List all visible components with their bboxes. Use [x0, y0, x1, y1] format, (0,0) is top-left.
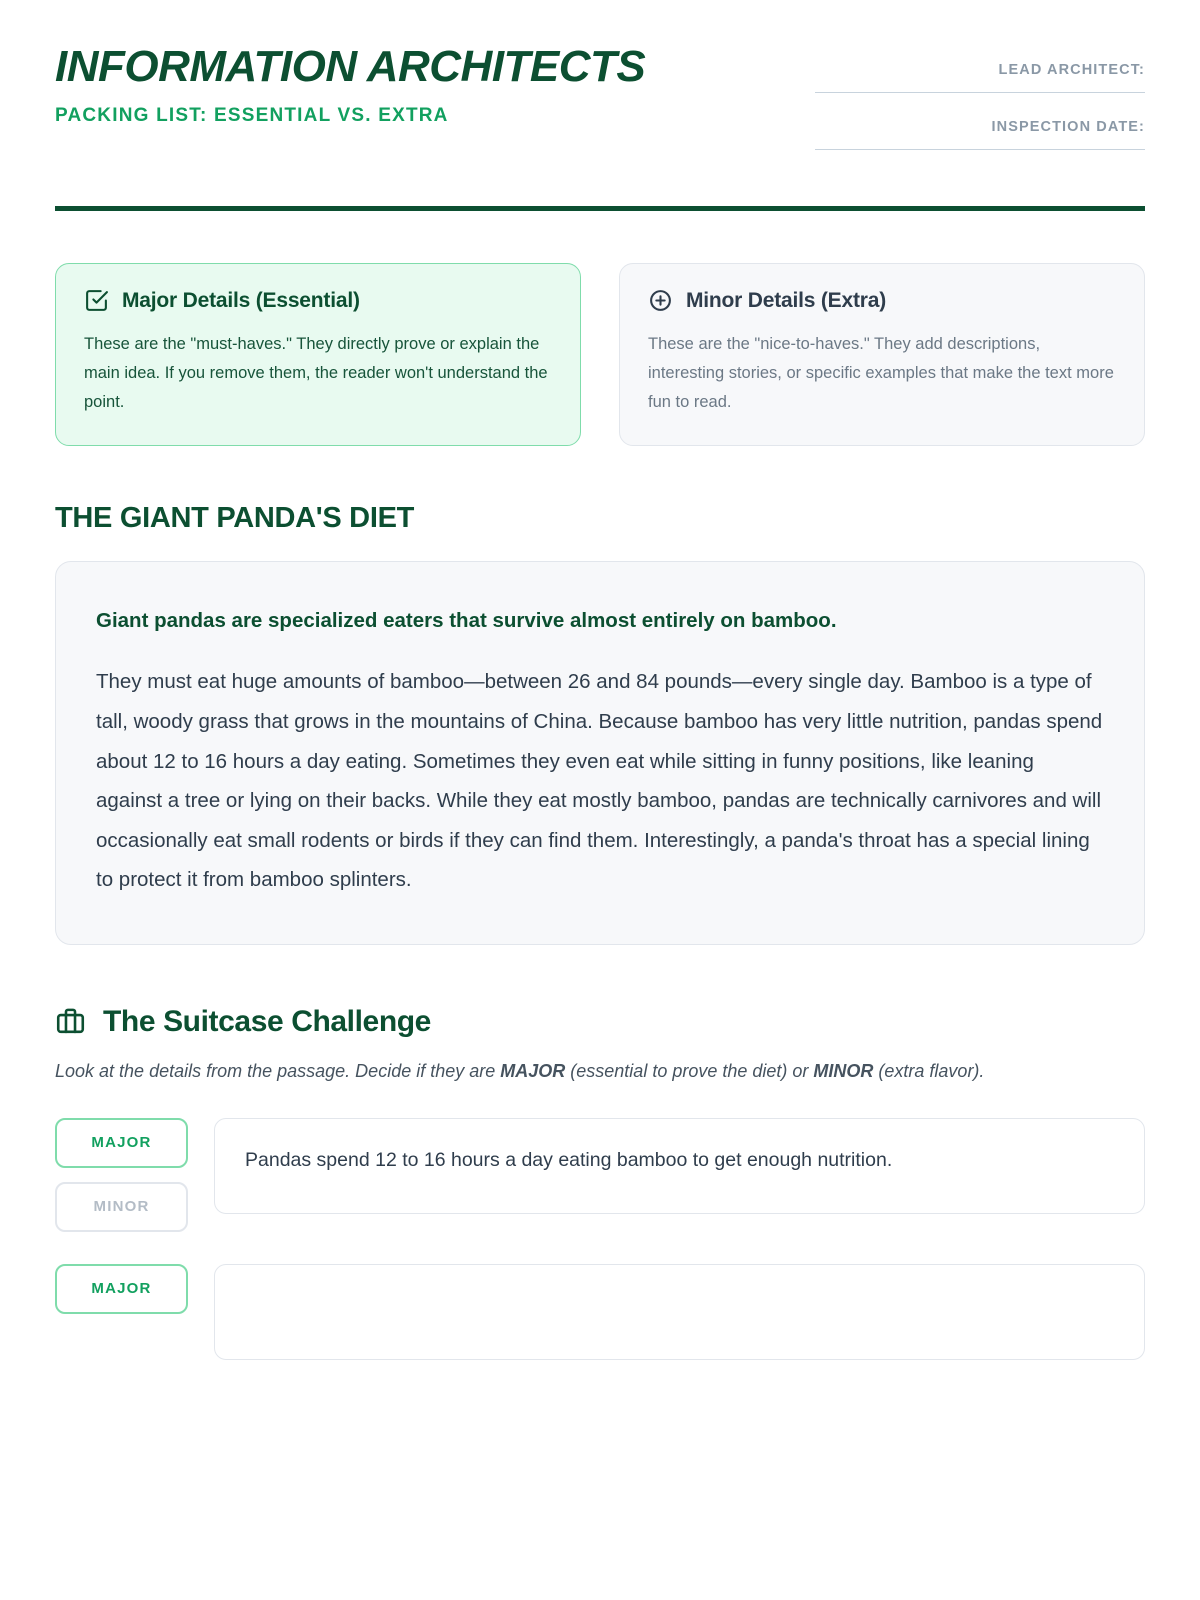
definition-cards — [55, 263, 1145, 446]
passage-lead-sentence: Giant pandas are specialized eaters that survive almost entirely on bamboo. — [96, 608, 837, 632]
header-divider — [55, 206, 1145, 211]
instructions-minor-word: MINOR — [813, 1060, 874, 1081]
card-major-body: These are the "must-haves." They directly prove or explain the main idea. If you remove them, the reader won't understand the point. — [84, 335, 548, 411]
challenge-header — [55, 1005, 1145, 1039]
challenge-item-2-text — [214, 1264, 1145, 1360]
suitcase-icon — [55, 1006, 86, 1037]
passage-box — [55, 561, 1145, 945]
passage-body-text: They must eat huge amounts of bamboo—between 26 and 84 pounds—every single day. Bamboo is a type of tall, woody grass that grows in the mountains of China. Because bamboo has very little nutrition, pandas spend about 12 to 16 hours a day eating. Sometimes they even eat while sitting in funny positions, like leaning against a tree or lying on their backs. While they eat mostly bamboo, pandas are technically carnivores and will occasionally eat small rodents or birds if they can find them. Interestingly, a panda's throat has a special lining to protect it from bamboo splinters. — [96, 670, 1103, 892]
choice-minor-button[interactable]: MINOR — [55, 1182, 188, 1232]
brand-block — [55, 44, 645, 127]
lead-architect-label: LEAD ARCHITECT: — [998, 62, 1145, 78]
page-title: INFORMATION ARCHITECTS — [55, 42, 646, 91]
meta-block — [815, 44, 1145, 176]
choice-major-button[interactable]: MAJOR — [55, 1118, 188, 1168]
card-minor-details — [619, 263, 1145, 446]
challenge-item-1-text: Pandas spend 12 to 16 hours a day eating bamboo to get enough nutrition. — [214, 1118, 1145, 1214]
card-minor-title: Minor Details (Extra) — [686, 288, 887, 312]
challenge-item-1 — [55, 1118, 1145, 1232]
page-header — [55, 44, 1145, 176]
instructions-prefix: Look at the details from the passage. Decide if they are — [55, 1060, 501, 1081]
inspection-date-input-line[interactable] — [815, 149, 1145, 150]
instructions-suffix: (extra flavor). — [873, 1060, 985, 1081]
card-major-details — [55, 263, 581, 446]
choice-major-button[interactable]: MAJOR — [55, 1264, 188, 1314]
choice-group-1 — [55, 1118, 188, 1232]
plus-circle-icon — [648, 288, 673, 313]
card-minor-header — [648, 288, 1116, 313]
card-major-title: Major Details (Essential) — [122, 288, 360, 312]
meta-row-inspection-date — [815, 119, 1145, 150]
checkbox-check-icon — [84, 288, 109, 313]
lead-architect-input-line[interactable] — [815, 92, 1145, 93]
meta-row-lead-architect — [815, 62, 1145, 93]
card-major-header — [84, 288, 552, 313]
challenge-instructions — [55, 1057, 1125, 1086]
page-subtitle: PACKING LIST: ESSENTIAL VS. EXTRA — [55, 104, 449, 126]
passage-title: THE GIANT PANDA'S DIET — [55, 501, 415, 534]
choice-group-2 — [55, 1264, 188, 1314]
challenge-title: The Suitcase Challenge — [103, 1004, 431, 1038]
card-minor-body: These are the "nice-to-haves." They add descriptions, interesting stories, or specific examples that make the text more fun to read. — [648, 335, 1114, 411]
challenge-item-2 — [55, 1264, 1145, 1360]
inspection-date-label: INSPECTION DATE: — [991, 119, 1145, 135]
instructions-major-word: MAJOR — [500, 1060, 566, 1081]
instructions-mid: (essential to prove the diet) or — [565, 1060, 814, 1081]
